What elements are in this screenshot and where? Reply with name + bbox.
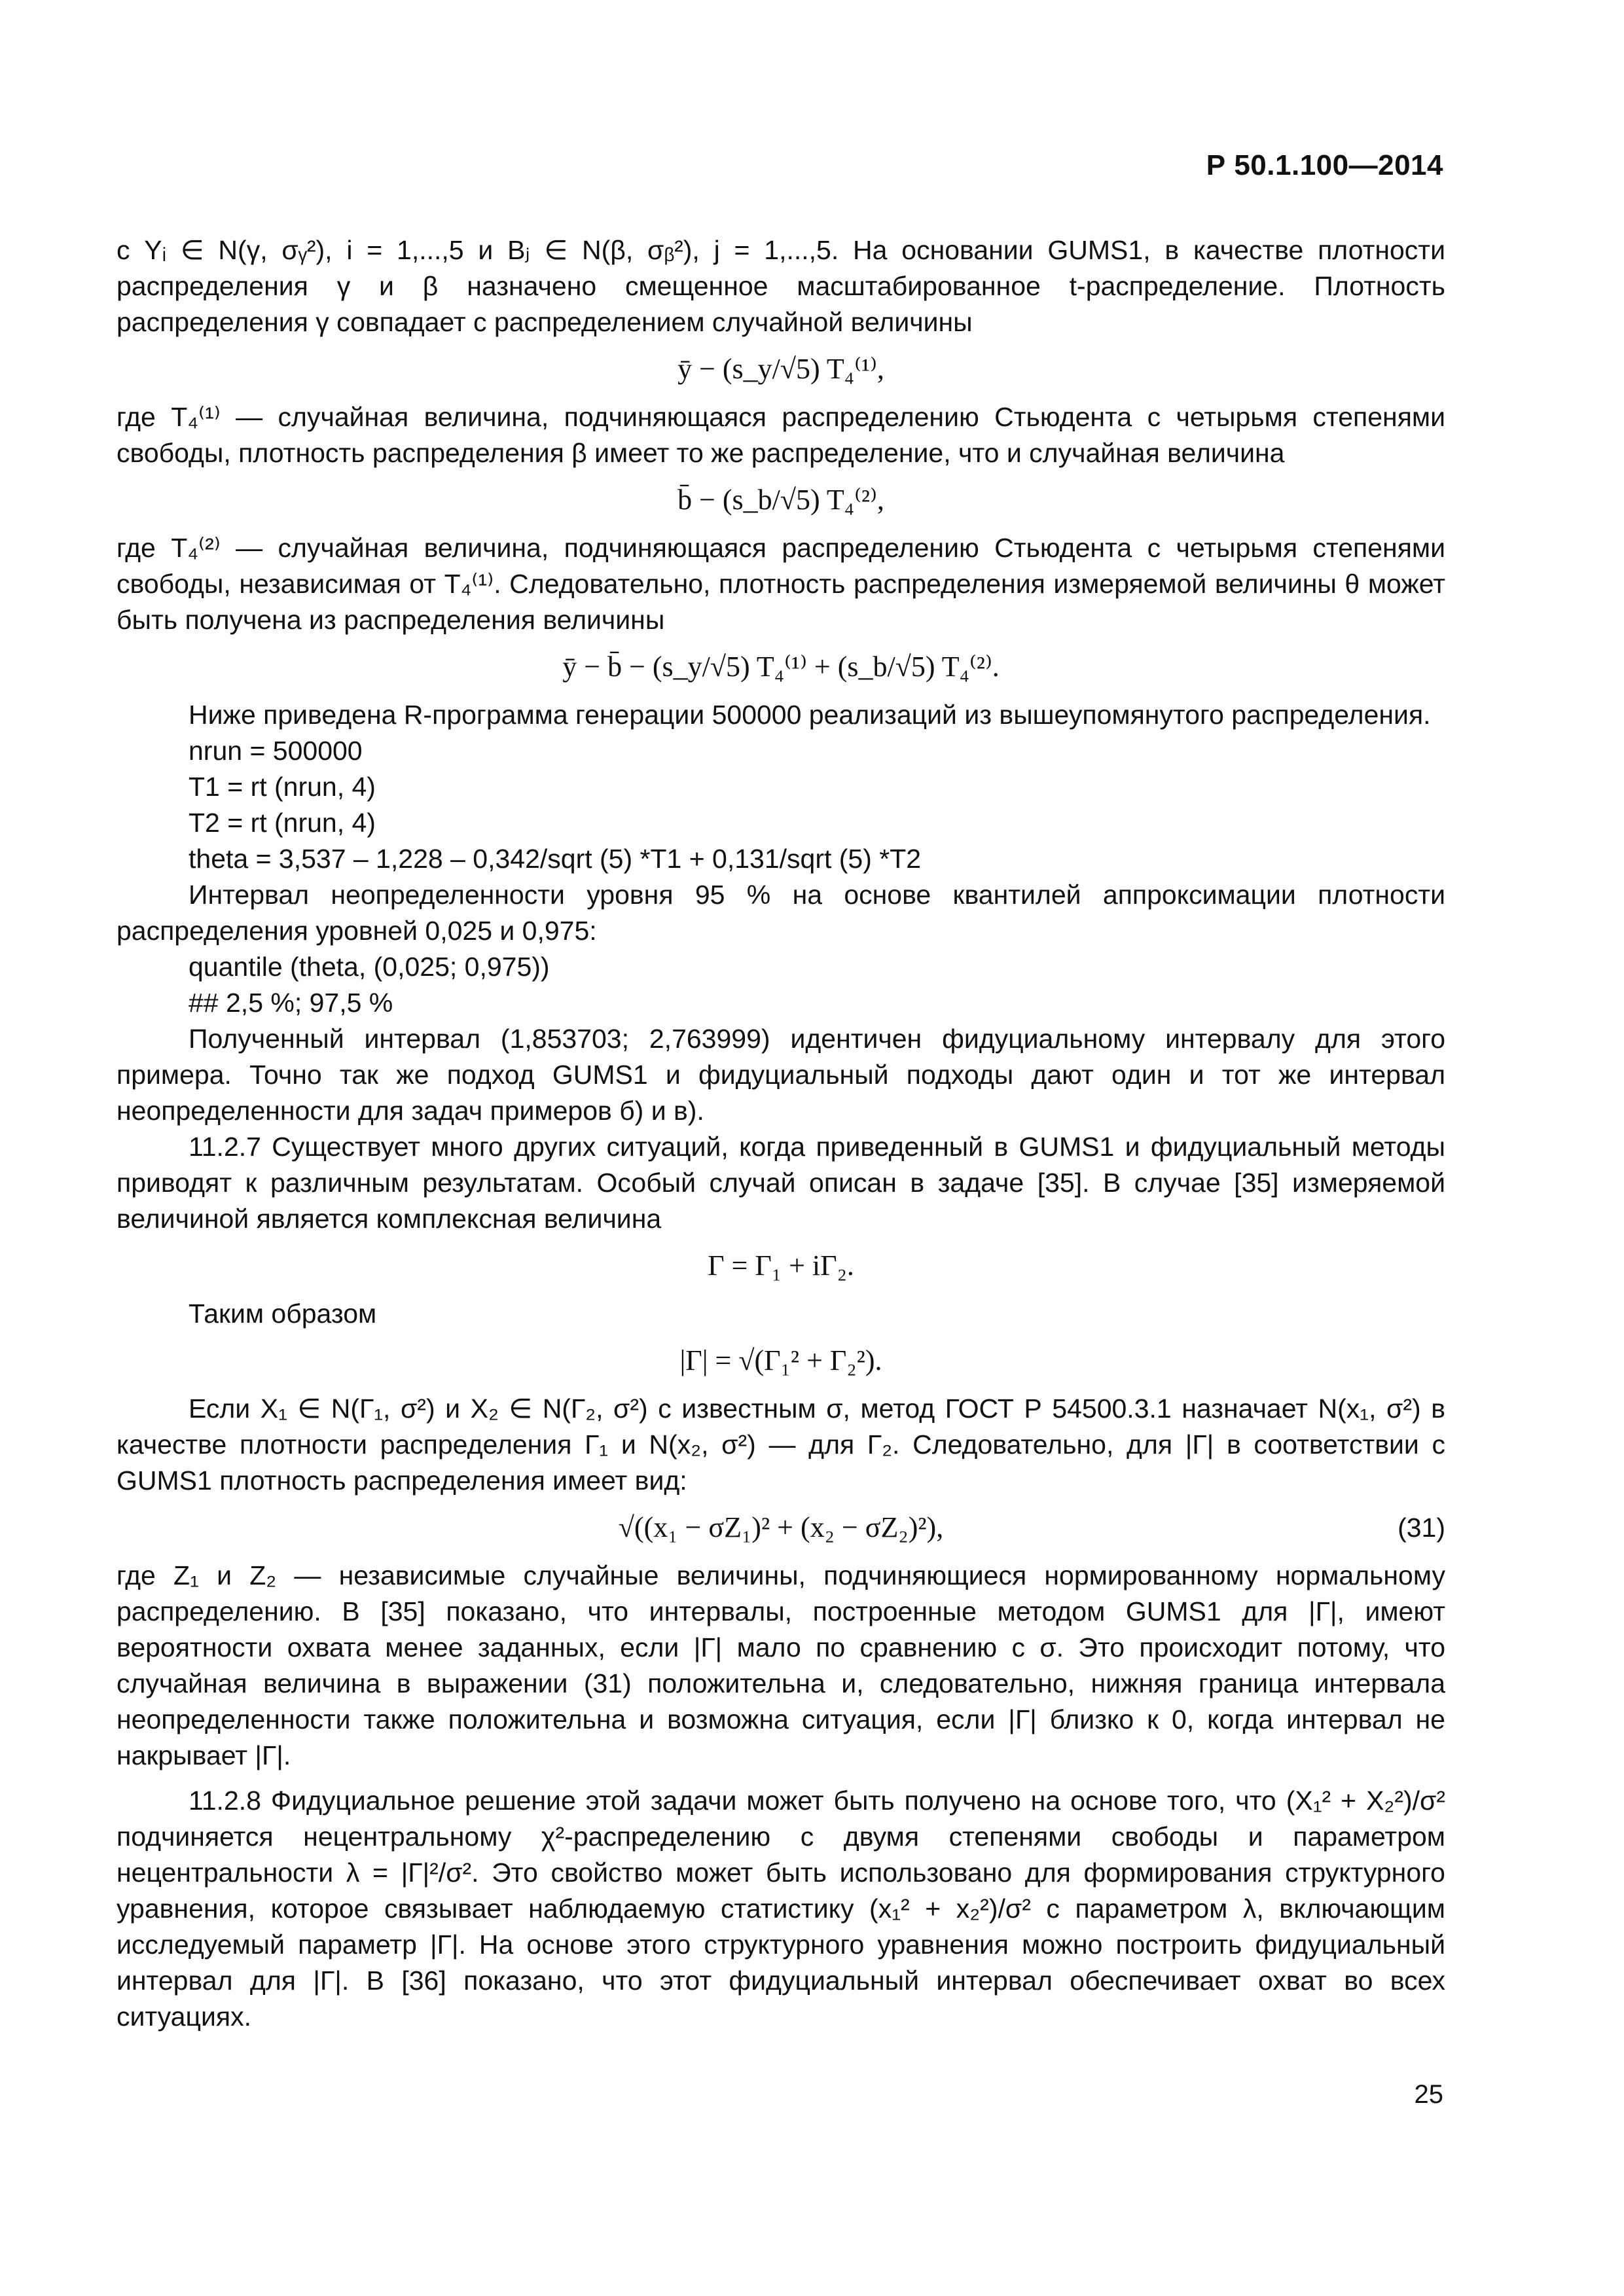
code-line: T1 = rt (nrun, 4)	[189, 772, 376, 802]
paragraph: Ниже приведена R-программа генерации 500000 реализаций из вышеупомянутого распределения.	[189, 700, 1431, 730]
paragraph: Интервал неопределенности уровня 95 % на основе квантилей аппроксимации плотности распределения уровней 0,025 и 0,975:	[117, 880, 1445, 946]
equation-number: (31)	[1398, 1513, 1445, 1543]
section-11-2-7: 11.2.7 Существует много других ситуаций, когда приведенный в GUMS1 и фидуциальный методы приводят к различным результатам. Особый случай описан в задаче [35]. В случае [35] измеряемой величиной является комплексная величина	[117, 1132, 1445, 1234]
formula-expression: √((x₁ − σZ₁)² + (x₂ − σZ₂)²),	[618, 1511, 944, 1543]
formula: Г = Г₁ + iГ₂.	[708, 1249, 854, 1282]
document-id-header: Р 50.1.100—2014	[1206, 149, 1443, 181]
paragraph: с Yᵢ ∈ N(γ, σᵧ²), i = 1,...,5 и Bⱼ ∈ N(β, σᵦ²), j = 1,...,5. На основании GUMS1, в качестве плотности распределения γ и β назначено смещенное масштабированное t-распределение. Плотность распределения γ совпадает с распределением случайной величины	[117, 235, 1445, 337]
code-line: ## 2,5 %; 97,5 %	[189, 988, 393, 1018]
paragraph: где T₄⁽¹⁾ — случайная величина, подчиняющаяся распределению Стьюдента с четырьмя степенями свободы, плотность распределения β имеет то же распределение, что и случайная величина	[117, 402, 1445, 468]
paragraph: где Z₁ и Z₂ — независимые случайные величины, подчиняющиеся нормированному нормальному распределению. В [35] показано, что интервалы, построенные методом GUMS1 для |Г|, имеют вероятности охвата менее заданных, если |Г| мало по сравнению с σ. Это происходит потому, что случайная величина в выражении (31) положительна и, следовательно, нижняя граница интервала неопределенности также положительна и возможна ситуация, если |Г| близко к 0, когда интервал не накрывает |Г|.	[117, 1560, 1445, 1770]
page-number: 25	[1414, 2080, 1443, 2109]
code-line: theta = 3,537 – 1,228 – 0,342/sqrt (5) *T1 + 0,131/sqrt (5) *T2	[189, 844, 922, 874]
formula: |Г| = √(Г₁² + Г₂²).	[679, 1344, 882, 1376]
paragraph: Если X₁ ∈ N(Г₁, σ²) и X₂ ∈ N(Г₂, σ²) с известным σ, метод ГОСТ Р 54500.3.1 назначает N(x₁, σ²) в качестве плотности распределения Г₁ и N(x₂, σ²) — для Г₂. Следовательно, для |Г| в соответствии с GUMS1 плотность распределения имеет вид:	[117, 1393, 1445, 1496]
paragraph: Полученный интервал (1,853703; 2,763999) идентичен фидуциальному интервалу для этого примера. Точно так же подход GUMS1 и фидуциальный подходы дают один и тот же интервал неопределенности для задач примеров б) и в).	[117, 1024, 1445, 1126]
formula: ȳ − b̄ − (s_y/√5) T₄⁽¹⁾ + (s_b/√5) T₄⁽²⁾.	[562, 651, 1000, 683]
formula: ȳ − (s_y/√5) T₄⁽¹⁾,	[677, 353, 884, 385]
document-body	[117, 232, 1445, 2035]
code-line: quantile (theta, (0,025; 0,975))	[189, 952, 550, 982]
code-line: T2 = rt (nrun, 4)	[189, 808, 376, 838]
section-11-2-8: 11.2.8 Фидуциальное решение этой задачи может быть получено на основе того, что (X₁² + X₂²)/σ² подчиняется нецентральному χ²-распределению с двумя степенями свободы и параметром нецентральности λ = |Г|²/σ². Это свойство может быть использовано для формирования структурного уравнения, которое связывает наблюдаемую статистику (x₁² + x₂²)/σ² с параметром λ, включающим исследуемый параметр |Г|. На основе этого структурного уравнения можно построить фидуциальный интервал для |Г|. В [36] показано, что этот фидуциальный интервал обеспечивает охват во всех ситуациях.	[117, 1785, 1445, 2032]
formula-31	[117, 1507, 1445, 1549]
paragraph: Таким образом	[189, 1299, 377, 1329]
paragraph: где T₄⁽²⁾ — случайная величина, подчиняющаяся распределению Стьюдента с четырьмя степенями свободы, независимая от T₄⁽¹⁾. Следовательно, плотность распределения измеряемой величины θ может быть получена из распределения величины	[117, 533, 1445, 635]
code-line: nrun = 500000	[189, 736, 363, 766]
formula: b̄ − (s_b/√5) T₄⁽²⁾,	[677, 484, 884, 516]
